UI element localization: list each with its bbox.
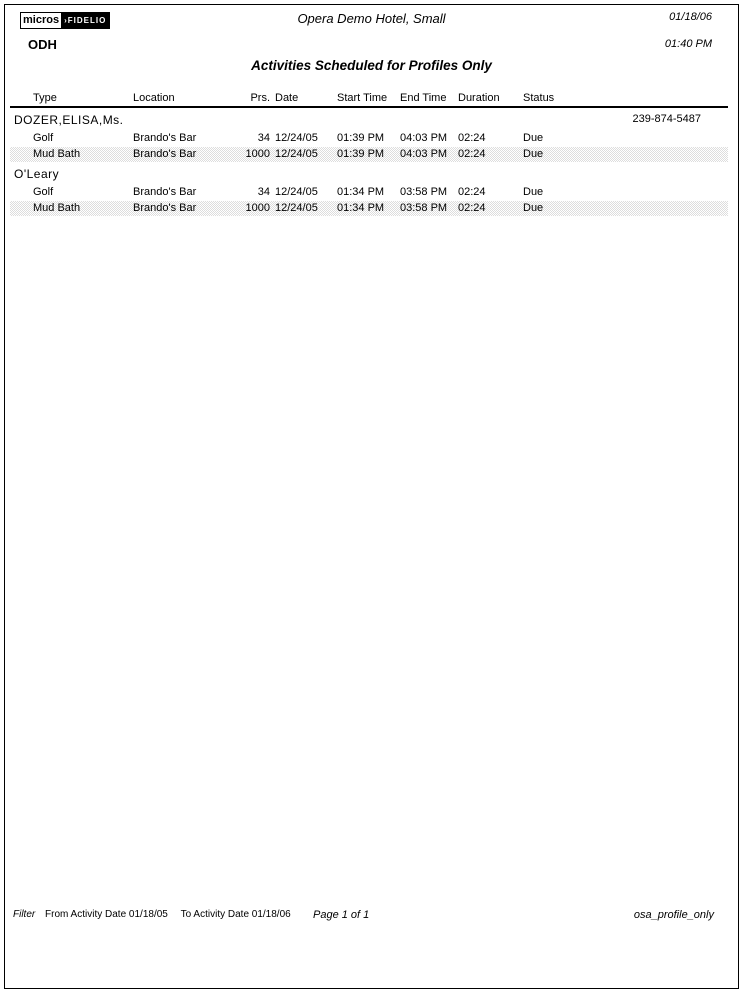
fidelio-logo-text: ›FIDELIO bbox=[61, 12, 110, 29]
activity-date: 12/24/05 bbox=[275, 147, 318, 160]
page-number: Page 1 of 1 bbox=[313, 909, 370, 921]
profile-group-row bbox=[10, 108, 728, 131]
activity-location: Brando's Bar bbox=[133, 201, 197, 214]
activity-location: Brando's Bar bbox=[133, 147, 197, 160]
column-header-start-time: Start Time bbox=[337, 92, 388, 104]
activity-type: Golf bbox=[33, 132, 54, 144]
activity-start-time: 01:34 PM bbox=[337, 201, 385, 214]
activity-duration: 02:24 bbox=[458, 201, 486, 214]
resort-code: ODH bbox=[28, 37, 57, 52]
report-title: Activities Scheduled for Profiles Only bbox=[251, 58, 492, 73]
activity-persons: 34 bbox=[257, 186, 270, 198]
activity-row bbox=[10, 201, 728, 217]
activity-end-time: 03:58 PM bbox=[400, 186, 448, 198]
to-activity-date-value: 01/18/06 bbox=[251, 909, 291, 920]
activity-date: 12/24/05 bbox=[275, 132, 318, 144]
activity-type: Mud Bath bbox=[33, 201, 81, 214]
activity-duration: 02:24 bbox=[458, 186, 486, 198]
activity-status: Due bbox=[523, 147, 544, 160]
activity-persons: 1000 bbox=[245, 201, 270, 214]
column-header-type: Type bbox=[33, 92, 57, 104]
print-time: 01:40 PM bbox=[664, 38, 712, 50]
activity-duration: 02:24 bbox=[458, 132, 486, 144]
micros-logo-text: micros bbox=[20, 12, 62, 29]
activity-duration: 02:24 bbox=[458, 147, 486, 160]
activity-status: Due bbox=[523, 201, 544, 214]
profile-name: O'Leary bbox=[14, 167, 60, 181]
activity-row bbox=[10, 185, 728, 201]
activity-type: Golf bbox=[33, 186, 54, 198]
column-header-end-time: End Time bbox=[400, 92, 447, 104]
activity-row bbox=[10, 147, 728, 163]
activity-persons: 1000 bbox=[245, 147, 270, 160]
profile-phone: 239-874-5487 bbox=[632, 113, 701, 125]
activity-status: Due bbox=[523, 132, 544, 144]
activity-start-time: 01:39 PM bbox=[337, 132, 385, 144]
filter-label: Filter bbox=[13, 909, 36, 920]
activity-start-time: 01:39 PM bbox=[337, 147, 385, 160]
activity-row bbox=[10, 131, 728, 147]
report-file-name: osa_profile_only bbox=[633, 909, 714, 921]
filter-date-range bbox=[45, 909, 291, 920]
activity-end-time: 04:03 PM bbox=[400, 147, 448, 160]
column-header-location: Location bbox=[133, 92, 175, 104]
to-activity-date-label: To Activity Date bbox=[180, 909, 249, 920]
from-activity-date-label: From Activity Date bbox=[45, 909, 127, 920]
activity-end-time: 03:58 PM bbox=[400, 201, 448, 214]
activity-start-time: 01:34 PM bbox=[337, 186, 385, 198]
column-header-date: Date bbox=[275, 92, 299, 104]
print-date: 01/18/06 bbox=[669, 11, 712, 23]
activity-persons: 34 bbox=[257, 132, 270, 144]
profile-group-row bbox=[10, 162, 728, 185]
activity-location: Brando's Bar bbox=[133, 132, 197, 144]
column-header-status: Status bbox=[523, 92, 555, 104]
activity-date: 12/24/05 bbox=[275, 201, 318, 214]
activity-date: 12/24/05 bbox=[275, 186, 318, 198]
activity-location: Brando's Bar bbox=[133, 186, 197, 198]
activity-type: Mud Bath bbox=[33, 147, 81, 160]
from-activity-date-value: 01/18/05 bbox=[128, 909, 168, 920]
column-header-duration: Duration bbox=[458, 92, 500, 104]
table-header-row bbox=[10, 92, 728, 108]
hotel-name: Opera Demo Hotel, Small bbox=[297, 11, 446, 26]
activity-status: Due bbox=[523, 186, 544, 198]
activity-end-time: 04:03 PM bbox=[400, 132, 448, 144]
column-header-persons: Prs. bbox=[250, 92, 270, 104]
report-groups bbox=[10, 108, 728, 216]
profile-name: DOZER,ELISA,Ms. bbox=[14, 113, 124, 127]
